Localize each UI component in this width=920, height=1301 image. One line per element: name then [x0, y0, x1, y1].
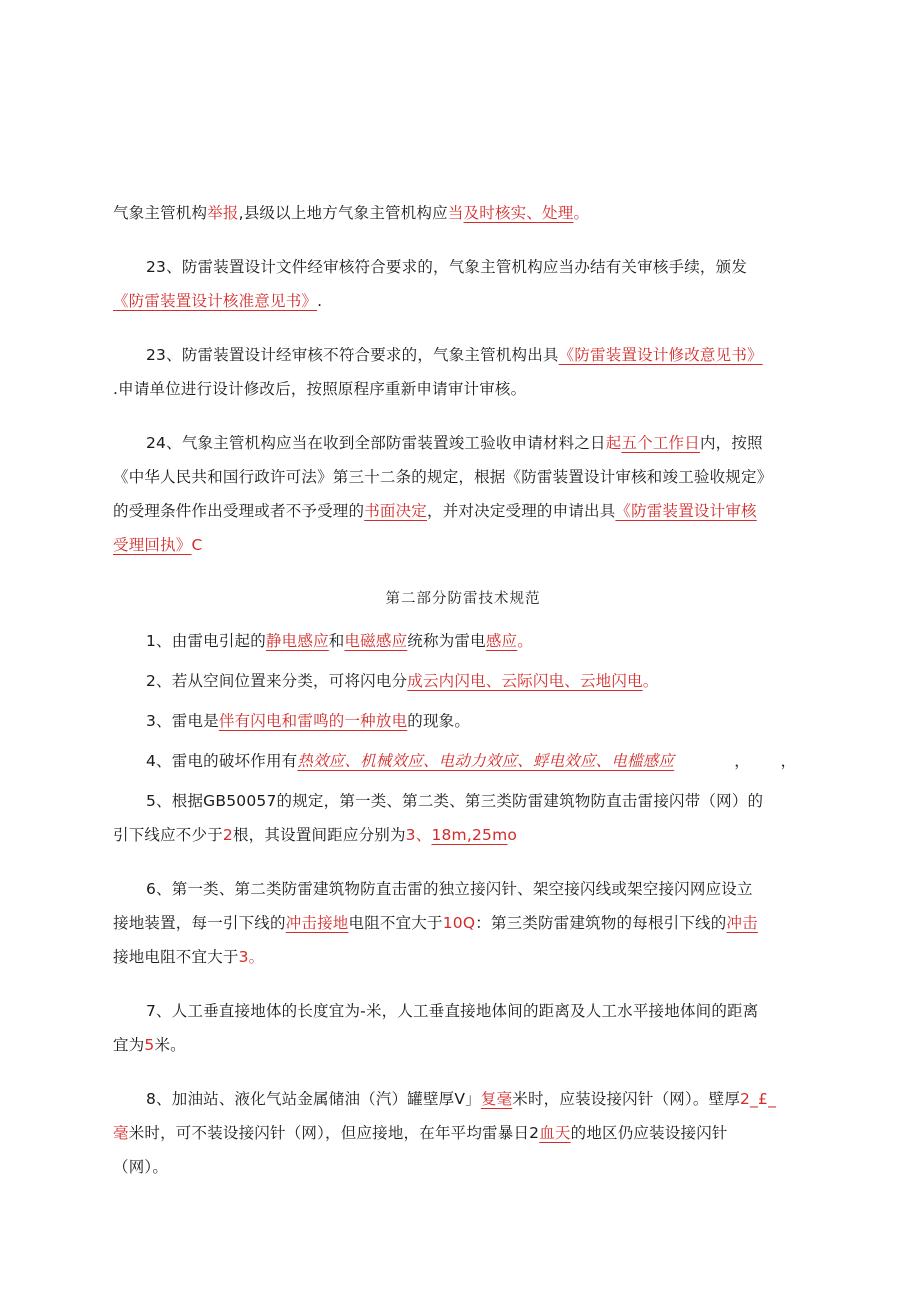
answer-em-induction: 电磁感应 [344, 632, 408, 650]
text-run: 引下线应不少于 [113, 826, 223, 844]
text-run: 。 [517, 632, 533, 650]
answer-report: 举报 [207, 204, 239, 222]
text-run: 米时，应装设接闪针（网）。壁厚 [512, 1090, 741, 1108]
answer-static-induction: 静电感应 [265, 632, 329, 650]
answer-thickness-2: 2_£_ [740, 1090, 777, 1108]
answer-written-decision: 书面决定 [364, 502, 428, 520]
answer-thickness-1: 复毫 [480, 1090, 513, 1108]
answer-receipt-doc-part2: 受理回执》 [113, 536, 192, 554]
answer-induction: 感应 [485, 632, 518, 650]
answer-impulse: 冲击 [726, 914, 758, 932]
text-run: 内，按照 [699, 434, 763, 452]
answer-receipt-doc-part1: 《防雷装置设计审核 [615, 502, 757, 520]
q6-line1 [113, 872, 813, 906]
text-run: 7、人工垂直接地体的长度宜为-米，人工垂直接地体间的距离及人工水平接地体间的距离 [146, 1002, 759, 1020]
q4-line [113, 744, 813, 778]
text-run: 和 [328, 632, 345, 650]
section-heading [113, 582, 813, 616]
text-run: C [191, 536, 203, 554]
q8-line1 [113, 1082, 813, 1116]
text-run: 《中华人民共和国行政许可法》第三十二条的规定，根据《防雷装置设计审核和竣工验收规定》 [113, 468, 773, 486]
text-run: o [507, 826, 518, 844]
text-run: 3、雷电是 [146, 712, 219, 730]
text-run: ,县级以上地方气象主管机构应 [238, 204, 448, 222]
q6-line3 [113, 940, 813, 974]
text-run: 2、若从空间位置来分类，可将闪电分 [146, 672, 408, 690]
text-run: 电阻不宜大于 [348, 914, 443, 932]
q7-line1 [113, 994, 813, 1028]
answer-impulse-ground: 冲击接地 [285, 914, 349, 932]
para-report-line [113, 196, 813, 230]
text-run: . [317, 292, 323, 310]
para-24-line4 [113, 528, 813, 562]
text-run: 根，其设置间距应分别为 [232, 826, 406, 844]
answer-five: 5 [144, 1036, 155, 1054]
answer-three: 3 [238, 948, 249, 966]
para-24-line3 [113, 494, 813, 528]
answer-two: 2 [222, 826, 233, 844]
para-23-approve-line2 [113, 284, 813, 318]
text-run: .申请单位进行设计修改后，按照原程序重新申请审计审核。 [113, 380, 527, 398]
text-run: 的受理条件作出受理或者不予受理的 [113, 502, 365, 520]
heading-text: 第二部分防雷技术规范 [385, 591, 541, 607]
answer-discharge: 伴有闪电和雷鸣的一种放电 [218, 712, 408, 730]
q1-line [113, 624, 813, 658]
q8-line2 [113, 1116, 813, 1150]
text-run: （网）。 [113, 1158, 169, 1176]
text-run: 。 [642, 672, 659, 690]
answer-modify-doc: 《防雷装置设计修改意见书》 [558, 346, 763, 364]
text-run: 的现象。 [407, 712, 471, 730]
document-page [113, 196, 813, 1184]
answer-ten-ohm: 10Q [442, 914, 476, 932]
text-run: 1、由雷电引起的 [146, 632, 266, 650]
text-run: 的地区仍应装设接闪针 [570, 1124, 728, 1142]
text-run: 接地装置，每一引下线的 [113, 914, 286, 932]
text-run: 宜为 [113, 1036, 145, 1054]
text-run: 6、第一类、第二类防雷建筑物防直击雷的独立接闪针、架空接闪线或架空接闪网应设立 [146, 880, 753, 898]
text-run: 23、防雷装置设计经审核不符合要求的，气象主管机构出具 [146, 346, 559, 364]
text-run: ， [734, 752, 750, 770]
text-run: 。 [248, 948, 265, 966]
text-run: 5、根据GB50057的规定，第一类、第二类、第三类防雷建筑物防直击雷接闪带（网）的 [146, 792, 764, 810]
text-run: 4、雷电的破坏作用有 [146, 752, 298, 770]
answer-dang: 当 [447, 204, 464, 222]
answer-spacing-2: 18m,25m [431, 826, 508, 844]
text-run: ， [780, 752, 797, 770]
text-run: 接地电阻不宜大于 [113, 948, 239, 966]
q3-line [113, 704, 813, 738]
answer-five-days: 五个工作日 [621, 434, 700, 452]
q5-line1 [113, 784, 813, 818]
para-23-approve-line1 [113, 250, 813, 284]
para-23-reject-line1 [113, 338, 813, 372]
para-24-line1 [113, 426, 813, 460]
text-run: ：第三类防雷建筑物的每根引下线的 [475, 914, 727, 932]
answer-qi: 起 [605, 434, 622, 452]
answer-days: 血天 [539, 1124, 571, 1142]
q5-line2 [113, 818, 813, 852]
text-run: 米时，可不装设接闪针（网），但应接地，在年平均雷暴日2 [128, 1124, 540, 1142]
answer-verify: 及时核实、处理 [463, 204, 574, 222]
text-run: 。 [573, 204, 590, 222]
answer-lightning-types: 成云内闪电、云际闪电、云地闪电 [407, 672, 643, 690]
text-run: 米。 [154, 1036, 186, 1054]
text-run: 气象主管机构 [113, 204, 208, 222]
q7-line2 [113, 1028, 813, 1062]
text-run: 8、加油站、液化气站金属储油（汽）罐壁厚V」 [146, 1090, 481, 1108]
answer-hao: 毫 [113, 1124, 129, 1142]
para-24-line2 [113, 460, 813, 494]
q8-line3 [113, 1150, 813, 1184]
answer-approval-doc: 《防雷装置设计核准意见书》 [113, 292, 318, 310]
answer-spacing-1: 3、 [405, 826, 432, 844]
para-23-reject-line2 [113, 372, 813, 406]
text-run: 24、气象主管机构应当在收到全部防雷装置竣工验收申请材料之日 [146, 434, 606, 452]
answer-effects: 热效应、机械效应、电动力效应、蜉电效应、电槛感应 [297, 752, 675, 770]
text-run: ，并对决定受理的申请出具 [427, 502, 616, 520]
text-run: 23、防雷装置设计文件经审核符合要求的，气象主管机构应当办结有关审核手续，颁发 [146, 258, 748, 276]
q2-line [113, 664, 813, 698]
text-run: 统称为雷电 [407, 632, 486, 650]
q6-line2 [113, 906, 813, 940]
